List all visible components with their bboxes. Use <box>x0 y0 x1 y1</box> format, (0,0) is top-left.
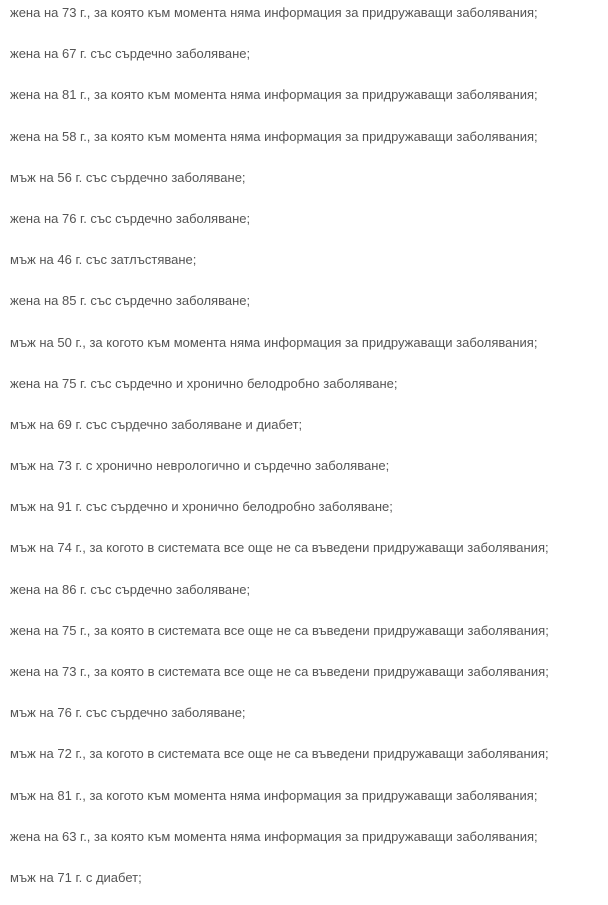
list-item: жена на 58 г., за която към момента няма информация за придружаващи заболявания; <box>10 128 538 144</box>
list-item: жена на 86 г. със сърдечно заболяване; <box>10 581 251 597</box>
list-item: мъж на 46 г. със затлъстяване; <box>10 252 197 268</box>
list-item: мъж на 91 г. със сърдечно и хронично белодробно заболяване; <box>10 499 393 515</box>
list-item: жена на 85 г. със сърдечно заболяване; <box>10 293 251 309</box>
list-item: жена на 75 г., за която в системата все още не са въведени придружаващи заболявания; <box>10 622 549 638</box>
list-item: жена на 81 г., за която към момента няма информация за придружаващи заболявания; <box>10 87 538 103</box>
list-item: мъж на 73 г. с хронично неврологично и сърдечно заболяване; <box>10 458 390 474</box>
list-item: мъж на 50 г., за когото към момента няма информация за придружаващи заболявания; <box>10 334 538 350</box>
list-item: мъж на 81 г., за когото към момента няма информация за придружаващи заболявания; <box>10 787 538 803</box>
list-item: жена на 76 г. със сърдечно заболяване; <box>10 210 251 226</box>
list-item: жена на 73 г., за която към момента няма информация за придружаващи заболявания; <box>10 5 538 20</box>
list-item: жена на 63 г., за която към момента няма информация за придружаващи заболявания; <box>10 828 538 844</box>
list-item: жена на 73 г., за която в системата все още не са въведени придружаващи заболявания; <box>10 664 549 679</box>
list-item: мъж на 74 г., за когото в системата все още не са въведени придружаващи заболявания; <box>10 540 549 556</box>
article-body <box>10 0 600 905</box>
list-item: мъж на 56 г. със сърдечно заболяване; <box>10 169 246 185</box>
list-item: мъж на 71 г. с диабет; <box>10 869 142 885</box>
list-item: мъж на 72 г., за когото в системата все още не са въведени придружаващи заболявания; <box>10 746 549 762</box>
list-item: жена на 75 г. със сърдечно и хронично белодробно заболяване; <box>10 375 398 391</box>
list-item: мъж на 69 г. със сърдечно заболяване и диабет; <box>10 416 303 432</box>
list-item: жена на 67 г. със сърдечно заболяване; <box>10 46 251 62</box>
list-item: мъж на 76 г. със сърдечно заболяване; <box>10 705 246 721</box>
